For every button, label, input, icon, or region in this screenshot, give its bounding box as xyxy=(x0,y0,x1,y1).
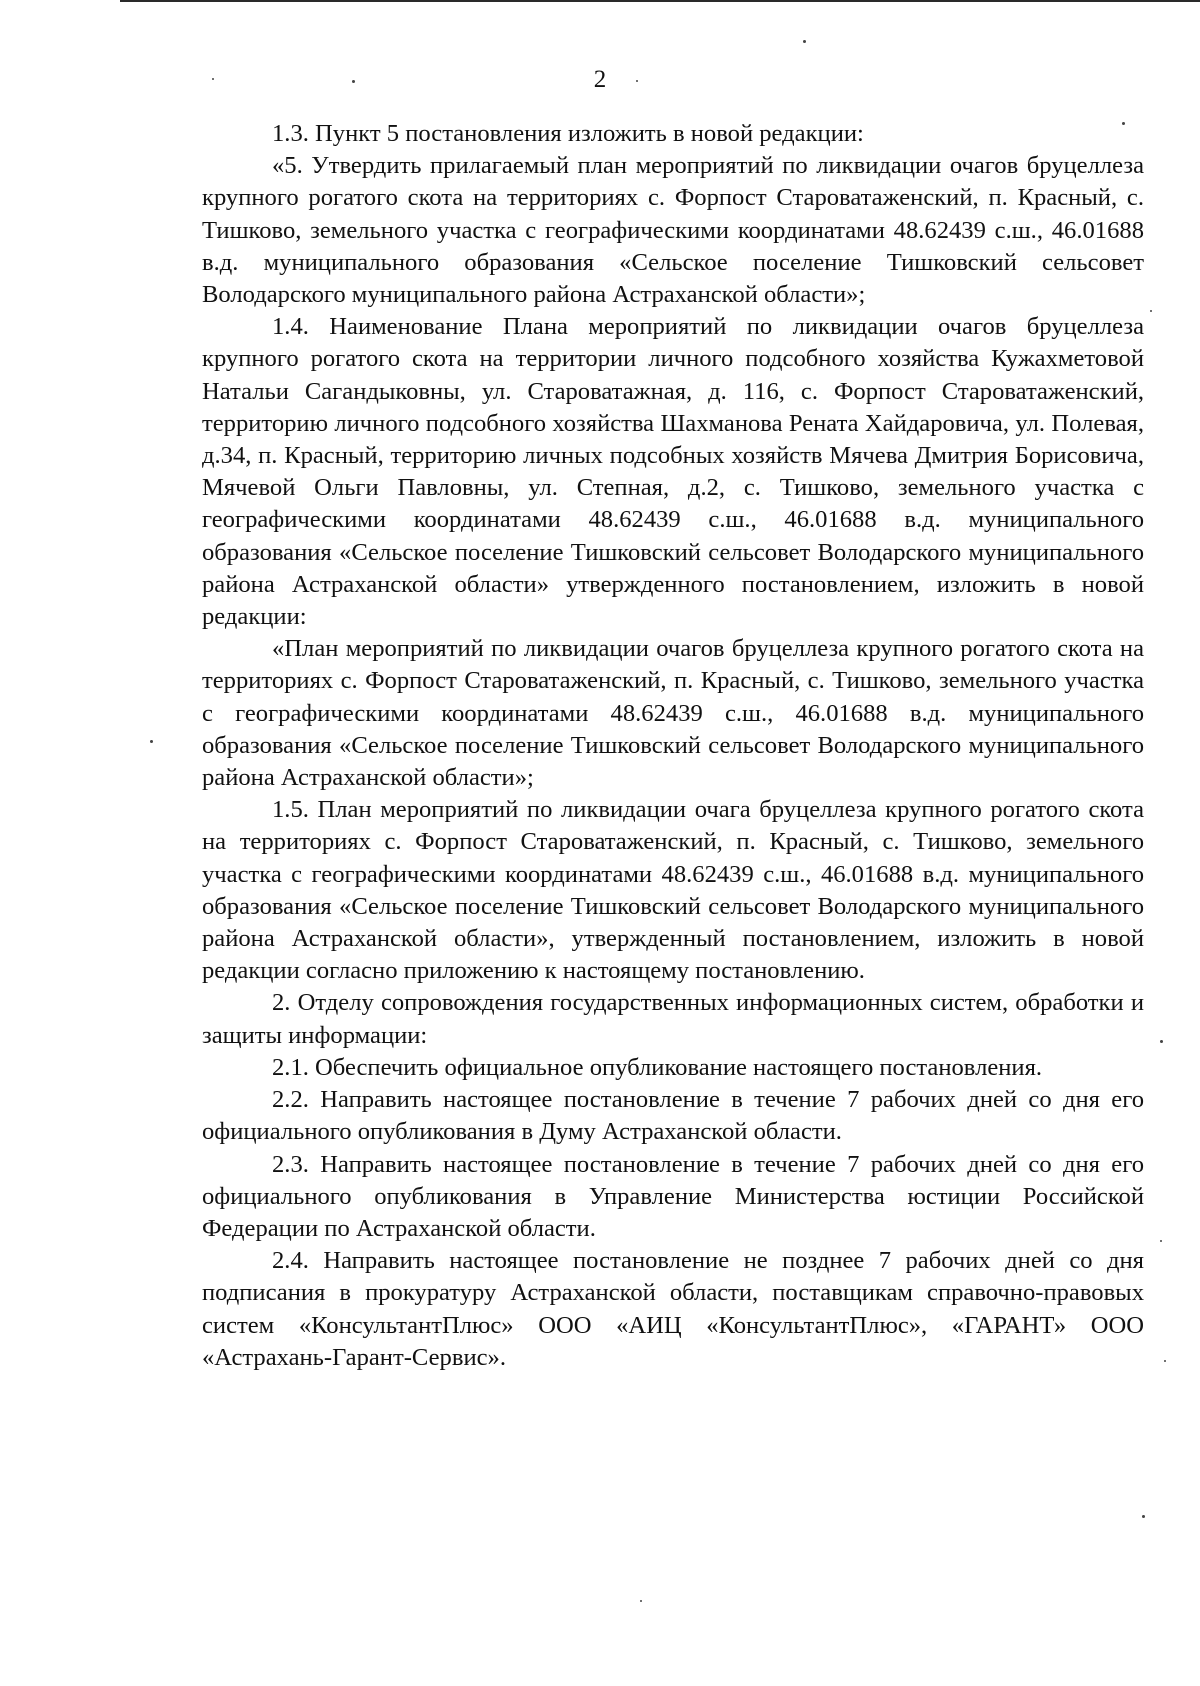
scan-speck xyxy=(640,1600,642,1602)
paragraph-2-3: 2.3. Направить настоящее постановление в течение 7 рабочих дней со дня его официального опубликования в Управление Министерства юстиции Российской Федерации по Астраханской области. xyxy=(202,1150,1144,1242)
scan-edge-line xyxy=(120,0,1200,2)
paragraph-plan-title: «План мероприятий по ликвидации очагов бруцеллеза крупного рогатого скота на территориях с. Форпост Староватаженский, п. Красный, с. Тишково, земельного участка с географическими координатами 48.62439 с.ш., 46.01688 в.д. муниципального образования «Сельское поселение Тишковский сельсовет Володарского муниципального района Астраханской области»; xyxy=(202,635,1144,792)
paragraph-2-2: 2.2. Направить настоящее постановление в течение 7 рабочих дней со дня его официального опубликования в Думу Астраханской области. xyxy=(202,1086,1144,1146)
scan-speck xyxy=(1150,310,1152,312)
scan-speck xyxy=(1160,1040,1163,1043)
document-body xyxy=(202,118,1144,1374)
scan-speck xyxy=(803,40,806,43)
paragraph-item-5: «5. Утвердить прилагаемый план мероприятий по ликвидации очагов бруцеллеза крупного рогатого скота на территориях с. Форпост Староватаженский, п. Красный, с. Тишково, земельного участка с географическими координатами 48.62439 с.ш., 46.01688 в.д. муниципального образования «Сельское поселение Тишковский сельсовет Володарского муниципального района Астраханской области»; xyxy=(202,152,1144,309)
scan-speck xyxy=(1160,1240,1162,1242)
page-number: 2 xyxy=(593,66,607,93)
scan-speck xyxy=(212,78,214,80)
scan-speck xyxy=(1164,1360,1166,1362)
paragraph-2-1: 2.1. Обеспечить официальное опубликование настоящего постановления. xyxy=(272,1053,1043,1081)
scan-speck xyxy=(352,80,355,83)
paragraph-2-4: 2.4. Направить настоящее постановление не позднее 7 рабочих дней со дня подписания в прокуратуру Астраханской области, поставщикам справочно-правовых систем «КонсультантПлюс» ООО «АИЦ «КонсультантПлюс», «ГАРАНТ» ООО «Астрахань-Гарант-Сервис». xyxy=(202,1247,1144,1371)
paragraph-1-5: 1.5. План мероприятий по ликвидации очага бруцеллеза крупного рогатого скота на территориях с. Форпост Староватаженский, п. Красный, с. Тишково, земельного участка с географическими координатами 48.62439 с.ш., 46.01688 в.д. муниципального образования «Сельское поселение Тишковский сельсовет Володарского муниципального района Астраханской области», утвержденный постановлением, изложить в новой редакции согласно приложению к настоящему постановлению. xyxy=(202,796,1144,985)
paragraph-1-3: 1.3. Пункт 5 постановления изложить в новой редакции: xyxy=(272,120,864,147)
scan-speck xyxy=(150,740,153,743)
scan-speck xyxy=(636,80,638,82)
scan-speck xyxy=(1142,1515,1145,1518)
paragraph-1-4: 1.4. Наименование Плана мероприятий по ликвидации очагов бруцеллеза крупного рогатого скота на территории личного подсобного хозяйства Кужахметовой Натальи Сагандыковны, ул. Староватажная, д. 116, с. Форпост Староватаженский, территорию личного подсобного хозяйства Шахманова Рената Хайдаровича, ул. Полевая, д.34, п. Красный, территорию личных подсобных хозяйств Мячева Дмитрия Борисовича, Мячевой Ольги Павловны, ул. Степная, д.2, с. Тишково, земельного участка с географическими координатами 48.62439 с.ш., 46.01688 в.д. муниципального образования «Сельское поселение Тишковский сельсовет Володарского муниципального района Астраханской области» утвержденного постановлением, изложить в новой редакции: xyxy=(202,313,1144,631)
paragraph-2: 2. Отделу сопровождения государственных информационных систем, обработки и защиты информации: xyxy=(202,989,1144,1049)
scan-speck xyxy=(1122,122,1125,125)
